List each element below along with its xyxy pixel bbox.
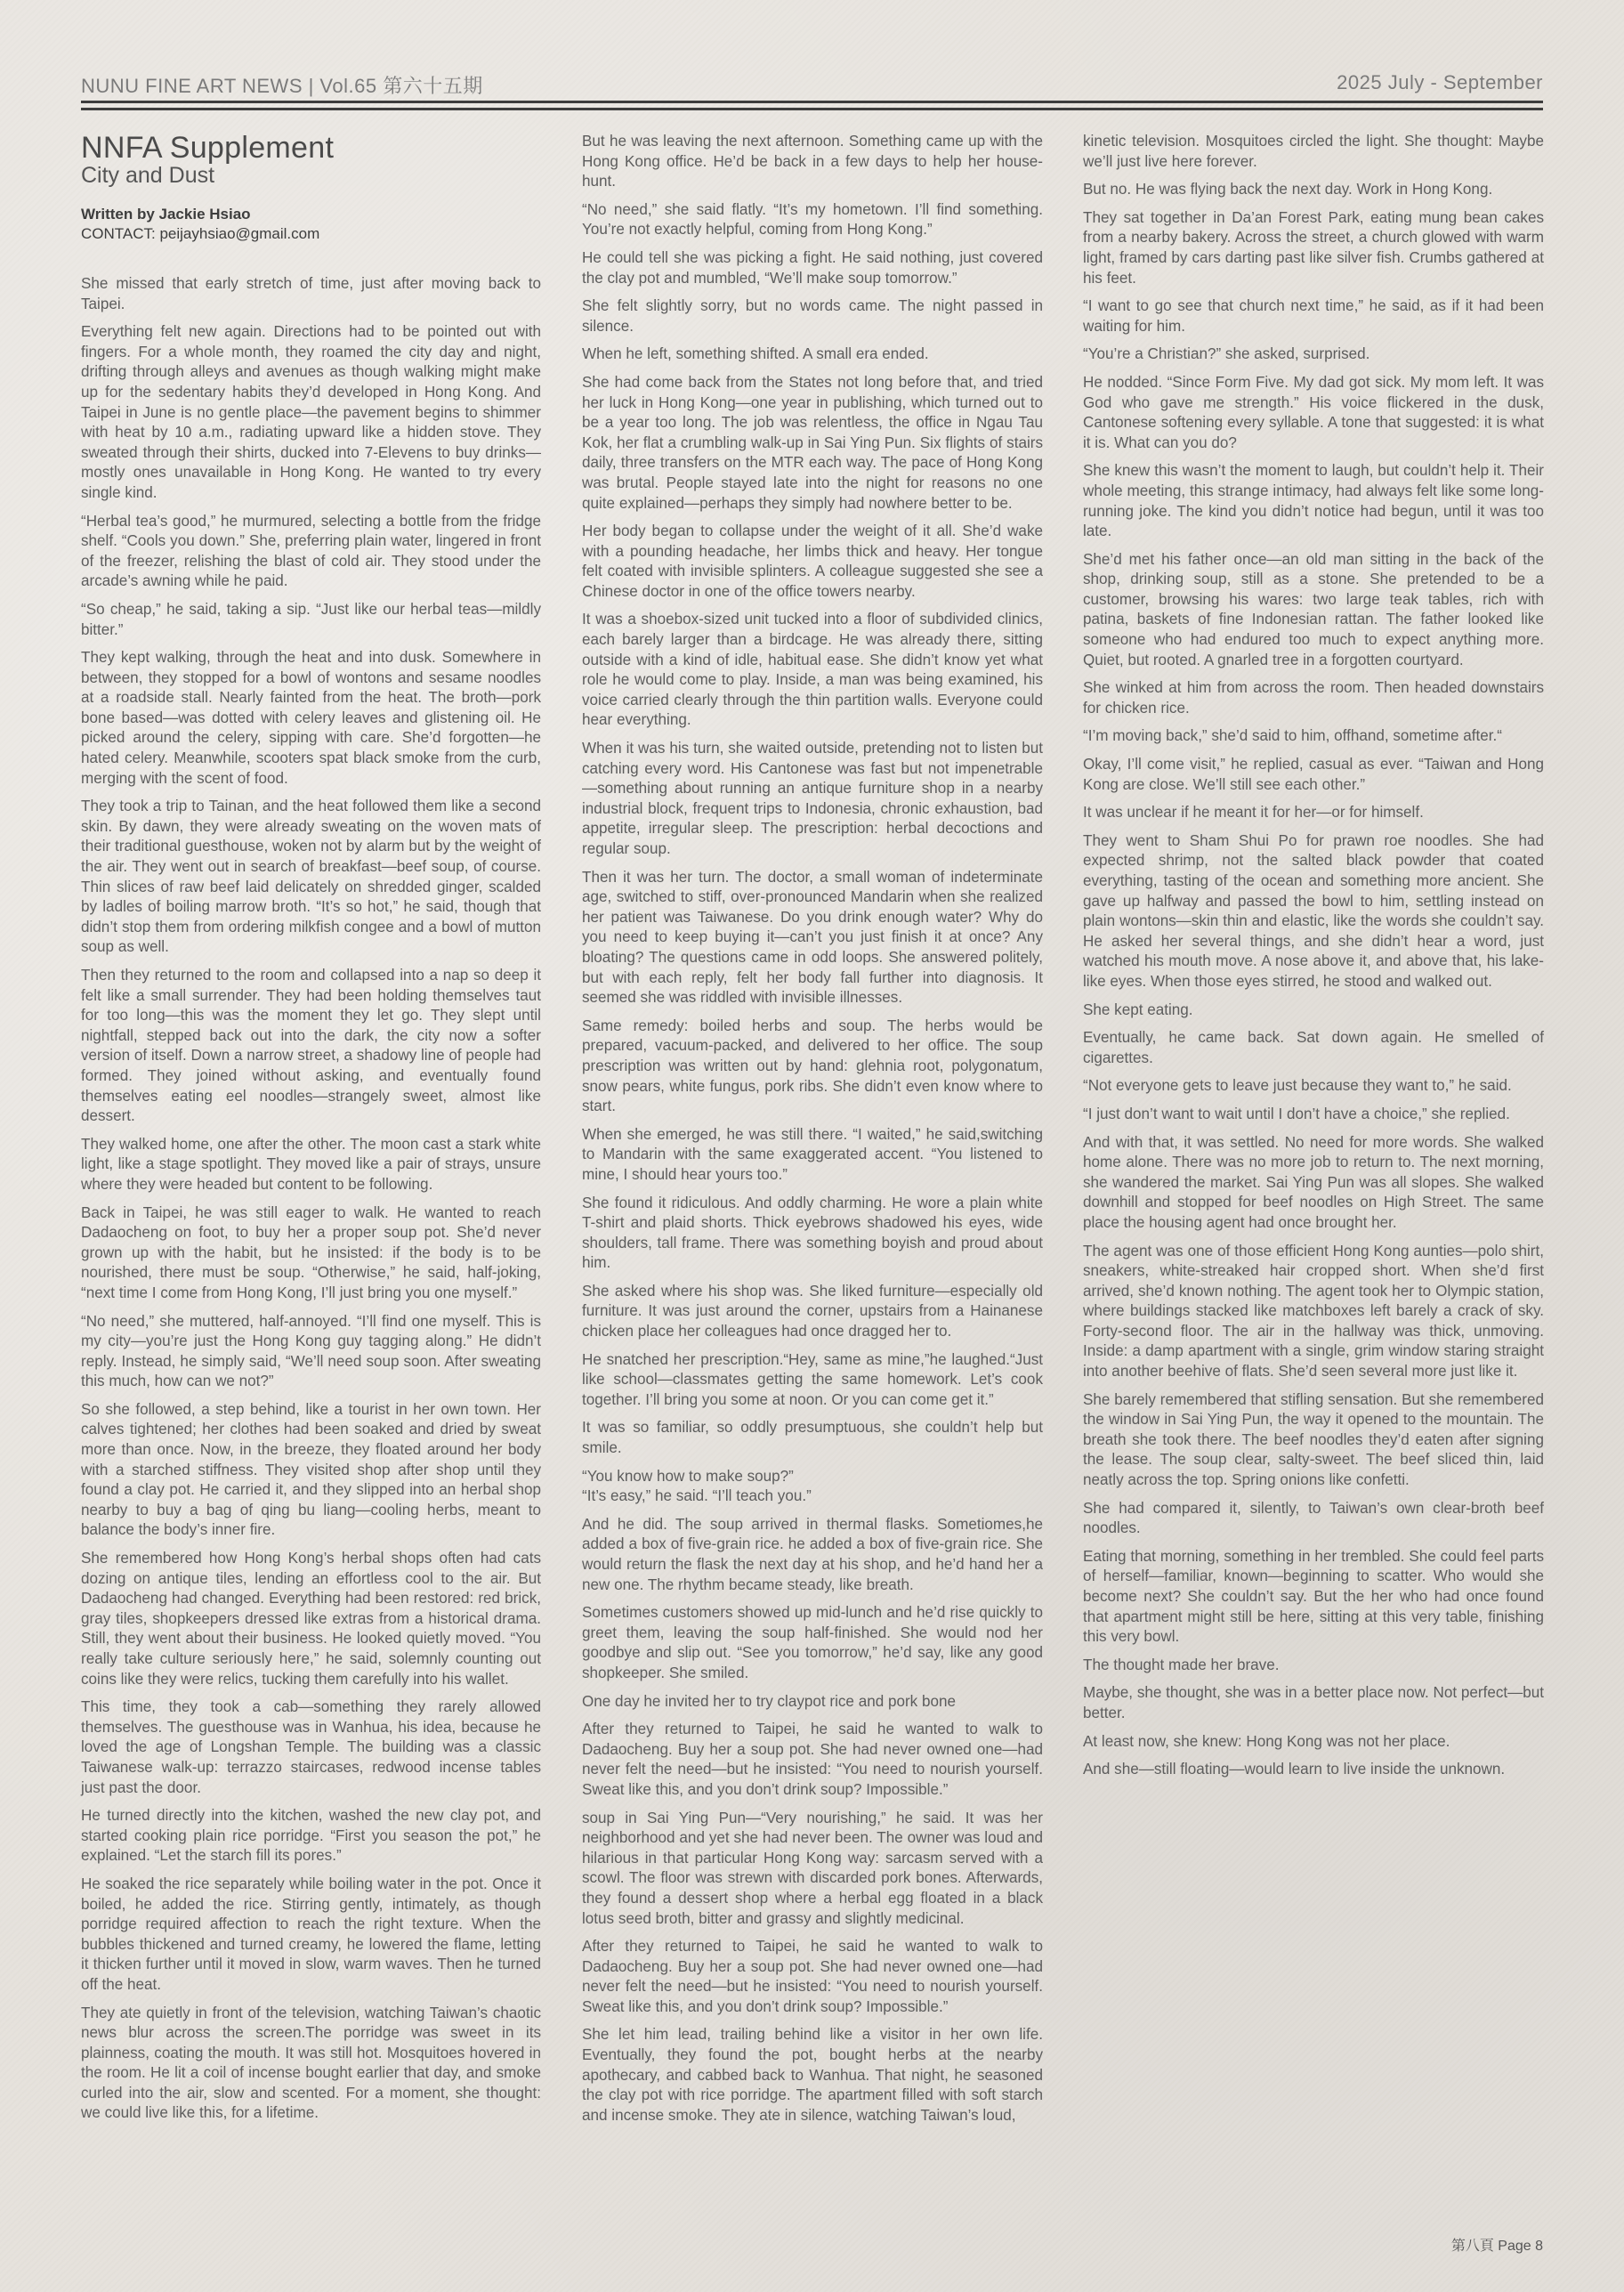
header-rule-top	[81, 101, 1543, 103]
publication-title: NUNU FINE ART NEWS | Vol.65 第六十五期	[81, 75, 483, 97]
paragraph: “You’re a Christian?” she asked, surprised.	[1083, 345, 1370, 363]
paragraph: She barely remembered that stifling sensation. But she remembered the window in Sai Ying Pun, the way it opened to the mountain. The breath she took there. The beef noodles they’d eaten after signing the lease. The soup clear, salty-sweet. The beef sliced thin, laid neatly across the top. Spring onions like confetti.	[1083, 1390, 1544, 1489]
paragraph: And he did. The soup arrived in thermal flasks. Sometiomes,he added a box of five-grain rice. he added a box of five-grain rice. She would return the flask the next day at his shop, and he’d hand her a new one. The rhythm became steady, like breath.	[582, 1515, 1043, 1593]
paragraph: They took a trip to Tainan, and the heat followed them like a second skin. By dawn, they were already sweating on the woven mats of their traditional guesthouse, woken not by alarm but by the weight of the air. They went out in search of breakfast—beef soup, of course. Thin slices of raw beef laid delicately on shredded ginger, scalded by ladles of boiling marrow broth. “It’s so hot,” he said, though that didn’t stop them from ordering milkfish congee and a bowl of mutton soup as well.	[81, 798, 541, 956]
paragraph: She had compared it, silently, to Taiwan’s own clear-broth beef noodles.	[1083, 1499, 1544, 1537]
paragraph: kinetic television. Mosquitoes circled the light. She thought: Maybe we’ll just live here forever.	[1083, 133, 1544, 170]
paragraph: She knew this wasn’t the moment to laugh, but couldn’t help it. Their whole meeting, this strange intimacy, had always felt like some long-running joke. The kind you didn’t notice had begun, until it was too late.	[1083, 462, 1544, 540]
page-number: 第八頁 Page 8	[1450, 2239, 1543, 2254]
paragraph: “So cheap,” he said, taking a sip. “Just like our herbal teas—mildly bitter.”	[81, 600, 541, 638]
paragraph: He snatched her prescription.“Hey, same as mine,”he laughed.“Just like school—classmates getting the same homework. Let’s cook together. I’ll bring you some at noon. Or you can come get it.”	[582, 1350, 1043, 1408]
paragraph: “I just don’t want to wait until I don’t have a choice,” she replied.	[1083, 1105, 1510, 1122]
paragraph: Same remedy: boiled herbs and soup. The herbs would be prepared, vacuum-packed, and delivered to her office. The soup prescription was written out by hand: glehnia root, polygonatum, snow pears, white fungus, pork ribs. She didn’t even know where to start.	[582, 1016, 1043, 1115]
author-byline: Written by Jackie Hsiao	[81, 206, 251, 223]
paragraph: They walked home, one after the other. The moon cast a stark white light, like a stage spotlight. They moved like a pair of strays, unsure where they were headed but content to be following.	[81, 1135, 541, 1193]
paragraph: She had come back from the States not long before that, and tried her luck in Hong Kong—one year in publishing, which turned out to be a year too long. The job was relentless, the office in Ngau Tau Kok, her flat a crumbling walk-up in Sai Ying Pun. Six flights of stairs daily, three transfers on the MTR each way. The pace of Hong Kong was brutal. People stayed late into the night for reasons no one quite explained—perhaps they simply had nowhere better to be.	[582, 373, 1043, 512]
paragraph: She missed that early stretch of time, just after moving back to Taipei.	[81, 275, 541, 312]
supplement-title: NNFA Supplement	[81, 131, 335, 165]
paragraph: Maybe, she thought, she was in a better place now. Not perfect—but better.	[1083, 1684, 1544, 1721]
paragraph: Okay, I’ll come visit,” he replied, casual as ever. “Taiwan and Hong Kong are close. We’ll still see each other.”	[1083, 756, 1544, 793]
paragraph: And she—still floating—would learn to live inside the unknown.	[1083, 1761, 1506, 1778]
paragraph: Sometimes customers showed up mid-lunch and he’d rise quickly to greet them, leaving the soup half-finished. She would nod her goodbye and slip out. “See you tomorrow,” he’d say, like any good shopkeeper. She smiled.	[582, 1604, 1043, 1681]
column-2-body	[582, 132, 1043, 2126]
paragraph: The agent was one of those efficient Hong Kong aunties—polo shirt, sneakers, white-streaked hair cropped short. When she’d first arrived, she’d known nothing. The agent took her to Olympic station, where buildings stacked like matchboxes left barely a crack of sky. Forty-second floor. The air in the hallway was thick, unmoving. Inside: a damp apartment with a single, grim window staring straight into another beehive of flats. She’d seen several more just like it.	[1083, 1242, 1544, 1381]
paragraph: Then it was her turn. The doctor, a small woman of indeterminate age, switched to stiff, over-pronounced Mandarin when she realized her patient was Taiwanese. Do you drink enough water? Why do you need to keep buying it—can’t you just finish it at once? Any bloating? The questions came in odd loops. She answered politely, but with each reply, felt her body fall further into diagnosis. It seemed she was riddled with invisible illnesses.	[582, 868, 1043, 1007]
paragraph: “No need,” she muttered, half-annoyed. “I’ll find one myself. This is my city—you’re just the Hong Kong guy tagging along.” He didn’t reply. Instead, he simply said, “We’ll need soup soon. After sweating this much, how can we not?”	[81, 1312, 541, 1390]
author-contact: CONTACT: peijayhsiao@gmail.com	[81, 225, 320, 242]
article-subtitle: City and Dust	[81, 163, 215, 188]
paragraph: She remembered how Hong Kong’s herbal shops often had cats dozing on antique tiles, lending an effortless cool to the air. But Dadaocheng had changed. Everything had been restored: red brick, gray tiles, shopkeepers dressed like extras from a historical drama. Still, they went about their business. He looked quietly moved. “You really take culture seriously here,” he said, solemnly counting out coins like they were relics, tucking them carefully into his wallet.	[81, 1550, 541, 1688]
paragraph: After they returned to Taipei, he said he wanted to walk to Dadaocheng. Buy her a soup pot. She had never owned one—had never felt the need—but he insisted: “You need to nourish yourself. Sweat like this, and you don’t drink soup? Impossible.”	[582, 1938, 1043, 2015]
paragraph: “I’m moving back,” she’d said to him, offhand, sometime after.“	[1083, 727, 1502, 745]
paragraph: “I want to go see that church next time,” he said, as if it had been waiting for him.	[1083, 297, 1544, 335]
article-heading	[81, 132, 541, 244]
header-rule-bottom	[81, 108, 1543, 110]
paragraph: This time, they took a cab—something they rarely allowed themselves. The guesthouse was in Wanhua, his idea, because he loved the age of Longshan Temple. The building was a classic Taiwanese walk-up: terrazzo staircases, redwood incense tables just past the door.	[81, 1698, 541, 1796]
column-1-body	[81, 274, 541, 2124]
paragraph: “Herbal tea’s good,” he murmured, selecting a bottle from the fridge shelf. “Cools you down.” She, preferring plain water, lingered in front of the freezer, relishing the blast of cold air. They stood under the arcade’s awning while he paid.	[81, 512, 541, 590]
paragraph: One day he invited her to try claypot rice and pork bone	[582, 1692, 956, 1710]
paragraph: They went to Sham Shui Po for prawn roe noodles. She had expected shrimp, not the salted black powder that coated everything, tasting of the ocean and something more ancient. She gave up halfway and passed the bowl to him, settling instead on plain wontons—skin thin and elastic, like the words she couldn’t say. He asked her several things, and she didn’t hear a word, just watched his mouth move. A nose above it, and above that, his lake-like eyes. When those eyes stirred, he stood and walked out.	[1083, 831, 1544, 990]
paragraph: And with that, it was settled. No need for more words. She walked home alone. There was no more job to return to. The next morning, she wandered the market. Sai Ying Pun was all slopes. She walked downhill and stopped for beef noodles on High Street. The same place the housing agent had once brought her.	[1083, 1133, 1544, 1231]
paragraph: The thought made her brave.	[1083, 1656, 1280, 1673]
paragraph: Eventually, he came back. Sat down again. He smelled of cigarettes.	[1083, 1029, 1544, 1066]
paragraph: “You know how to make soup?” “It’s easy,” he said. “I’ll teach you.”	[582, 1467, 812, 1505]
paragraph: They sat together in Da’an Forest Park, eating mung bean cakes from a nearby bakery. Across the street, a church glowed with warm light, framed by cars darting past like silver fish. Crumbs gathered at his feet.	[1083, 208, 1544, 287]
paragraph: Everything felt new again. Directions had to be pointed out with fingers. For a whole month, they roamed the city day and night, drifting through alleys and avenues as though walking might make up for the sedentary habits they’d developed in Hong Kong. And Taipei in June is no gentle place—the pavement begins to shimmer with heat by 10 a.m., radiating upward like a hidden stove. They sweated through their shirts, ducked into 7-Elevens to buy drinks—mostly ones unavailable in Hong Kong. He wanted to try every single kind.	[81, 323, 541, 501]
paragraph: He could tell she was picking a fight. He said nothing, just covered the clay pot and mumbled, “We’ll make soup tomorrow.”	[582, 248, 1043, 287]
paragraph: When she emerged, he was still there. “I waited,” he said,switching to Mandarin with the same exaggerated accent. “You listened to mine, I should hear yours too.”	[582, 1125, 1043, 1183]
paragraph: They ate quietly in front of the television, watching Taiwan’s chaotic news blur across the screen.The porridge was sweet in its plainness, coating the mouth. It was still hot. Mosquitoes hovered in the room. He lit a coil of incense bought earlier that day, and smoke curled into the air, slow and scented. For a moment, she thought: we could live like this, for a lifetime.	[81, 2004, 541, 2122]
paragraph: She found it ridiculous. And oddly charming. He wore a plain white T-shirt and plaid shorts. Thick eyebrows shadowed his eyes, wide shoulders, tall frame. There was something boyish and proud about him.	[582, 1194, 1043, 1272]
paragraph: But he was leaving the next afternoon. Something came up with the Hong Kong office. He’d be back in a few days to help her house-hunt.	[582, 133, 1043, 190]
paragraph: He nodded. “Since Form Five. My dad got sick. My mom left. It was God who gave me strength.” His voice flickered in the dusk, Cantonese softening every syllable. A tone that suggested: it is what it is. What can you do?	[1083, 373, 1544, 451]
paragraph: After they returned to Taipei, he said he wanted to walk to Dadaocheng. Buy her a soup pot. She had never owned one—had never felt the need—but he insisted: “You need to nourish yourself. Sweat like this, and you don’t drink soup? Impossible.”	[582, 1721, 1043, 1798]
paragraph: But no. He was flying back the next day. Work in Hong Kong.	[1083, 181, 1493, 198]
column-2	[582, 132, 1043, 2134]
paragraph: Then they returned to the room and collapsed into a nap so deep it felt like a small surrender. They had been holding themselves taut for too long—this was the moment they let go. They slept until nightfall, stepped back out into the dark, the city now a softer version of itself. Down a narrow street, a shadowy line of people had formed. They joined without asking, and eventually found themselves eating eel noodles—strangely sweet, almost like dessert.	[81, 967, 541, 1125]
paragraph: It was unclear if he meant it for her—or for himself.	[1083, 804, 1424, 822]
paragraph: She let him lead, trailing behind like a visitor in her own life. Eventually, they found the pot, bought herbs at the nearby apothecary, and cabbed back to Wanhua. That night, he seasoned the clay pot with rice porridge. The apartment filled with soft starch and incense smoke. They ate in silence, watching Taiwan’s loud,	[582, 2026, 1043, 2124]
paragraph: He soaked the rice separately while boiling water in the pot. Once it boiled, he added the rice. Stirring gently, intimately, as though porridge required affection to reach the right texture. When the bubbles thickened and turned creamy, he lowered the flame, letting it thicken further until it moved in slow, warm waves. Then he turned off the heat.	[81, 1875, 541, 1993]
column-1	[81, 132, 541, 2132]
paragraph: They kept walking, through the heat and into dusk. Somewhere in between, they stopped for a bowl of wontons and sesame noodles at a roadside stall. Nearly fainted from the heat. The broth—pork bone based—was dotted with celery leaves and glistening oil. He picked around the celery, sipping with care. She’d forgotten—he hated celery. Meanwhile, scooters spat black smoke from the curb, merging with the scent of food.	[81, 649, 541, 787]
paragraph: Eating that morning, something in her trembled. She could feel parts of herself—familiar, known—beginning to scatter. Who would she become next? She couldn’t say. But the her who had once found that apartment might still be here, sitting at this very table, finishing this very bowl.	[1083, 1547, 1544, 1646]
paragraph: At least now, she knew: Hong Kong was not her place.	[1083, 1732, 1450, 1750]
masthead	[81, 66, 1543, 110]
paragraph: It was a shoebox-sized unit tucked into a floor of subdivided clinics, each barely larger than a birdcage. He was already there, sitting outside with a kind of idle, habitual ease. She didn’t know yet what role he would come to play. Inside, a man was being examined, his voice carried clearly through the thin partition walls. Everyone could hear everything.	[582, 611, 1043, 729]
paragraph: Back in Taipei, he was still eager to walk. He wanted to reach Dadaocheng on foot, to buy her a proper soup pot. She’d never grown up with the habit, but he insisted: if the body is to be nourished, there must be soup. “Otherwise,” he said, half-joking, “next time I come from Hong Kong, I’ll just bring you one myself.”	[81, 1203, 541, 1301]
paragraph: She’d met his father once—an old man sitting in the back of the shop, drinking soup, still as a stone. She pretended to be a customer, browsing his wares: two large teak tables, rich with patina, baskets of fine Indonesian rattan. The father looked like someone who had endured too much to expect anything more. Quiet, but rooted. A gnarled tree in a forgotten courtyard.	[1083, 550, 1544, 668]
paragraph: It was so familiar, so oddly presumptuous, she couldn’t help but smile.	[582, 1419, 1043, 1457]
paragraph: soup in Sai Ying Pun—“Very nourishing,” he said. It was her neighborhood and yet she had never been. The owner was loud and hilarious in that particular Hong Kong way: sarcasm served with a scowl. The floor was strewn with discarded pork bones. Afterwards, they found a dessert shop where a herbal egg floated in a black lotus seed broth, bitter and grassy and slightly medicinal.	[582, 1809, 1043, 1927]
paragraph: “No need,” she said flatly. “It’s my hometown. I’ll find something. You’re not exactly helpful, coming from Hong Kong.”	[582, 200, 1043, 239]
issue-date: 2025 July - September	[1337, 71, 1543, 93]
paragraph: She kept eating.	[1083, 1000, 1193, 1018]
column-3-body	[1083, 132, 1544, 1780]
paragraph: She felt slightly sorry, but no words came. The night passed in silence.	[582, 297, 1043, 335]
paragraph: When it was his turn, she waited outside, pretending not to listen but catching every word. His Cantonese was fast but not impenetrable—something about running an antique furniture shop in a nearby industrial block, frequent trips to Indonesia, chronic exhaustion, bad appetite, irregular sleep. The prescription: herbal decoctions and regular soup.	[582, 740, 1043, 857]
paragraph: He turned directly into the kitchen, washed the new clay pot, and started cooking plain rice porridge. “First you season the pot,” he explained. “Let the starch fill its pores.”	[81, 1807, 541, 1865]
column-3	[1083, 132, 1544, 1788]
paragraph: “Not everyone gets to leave just because they want to,” he said.	[1083, 1077, 1512, 1095]
paragraph: She asked where his shop was. She liked furniture—especially old furniture. It was just around the corner, upstairs from a Hainanese chicken place her colleagues had once dragged her to.	[582, 1282, 1043, 1340]
paragraph: Her body began to collapse under the weight of it all. She’d wake with a pounding headache, her limbs thick and heavy. Her tongue felt coated with invisible splinters. A colleague suggested she see a Chinese doctor in one of the office towers nearby.	[582, 522, 1043, 600]
paragraph: So she followed, a step behind, like a tourist in her own town. Her calves tightened; her clothes had been soaked and dried by sweat more than once. Now, in the breeze, they floated around her body with a starched stiffness. They visited shop after shop until they found a clay pot. He carried it, and they slipped into an herbal shop nearby to buy a bag of qing bu liang—cooling herbs, meant to balance the body’s inner fire.	[81, 1400, 541, 1539]
paragraph: She winked at him from across the room. Then headed downstairs for chicken rice.	[1083, 679, 1544, 717]
paragraph: When he left, something shifted. A small era ended.	[582, 345, 929, 363]
